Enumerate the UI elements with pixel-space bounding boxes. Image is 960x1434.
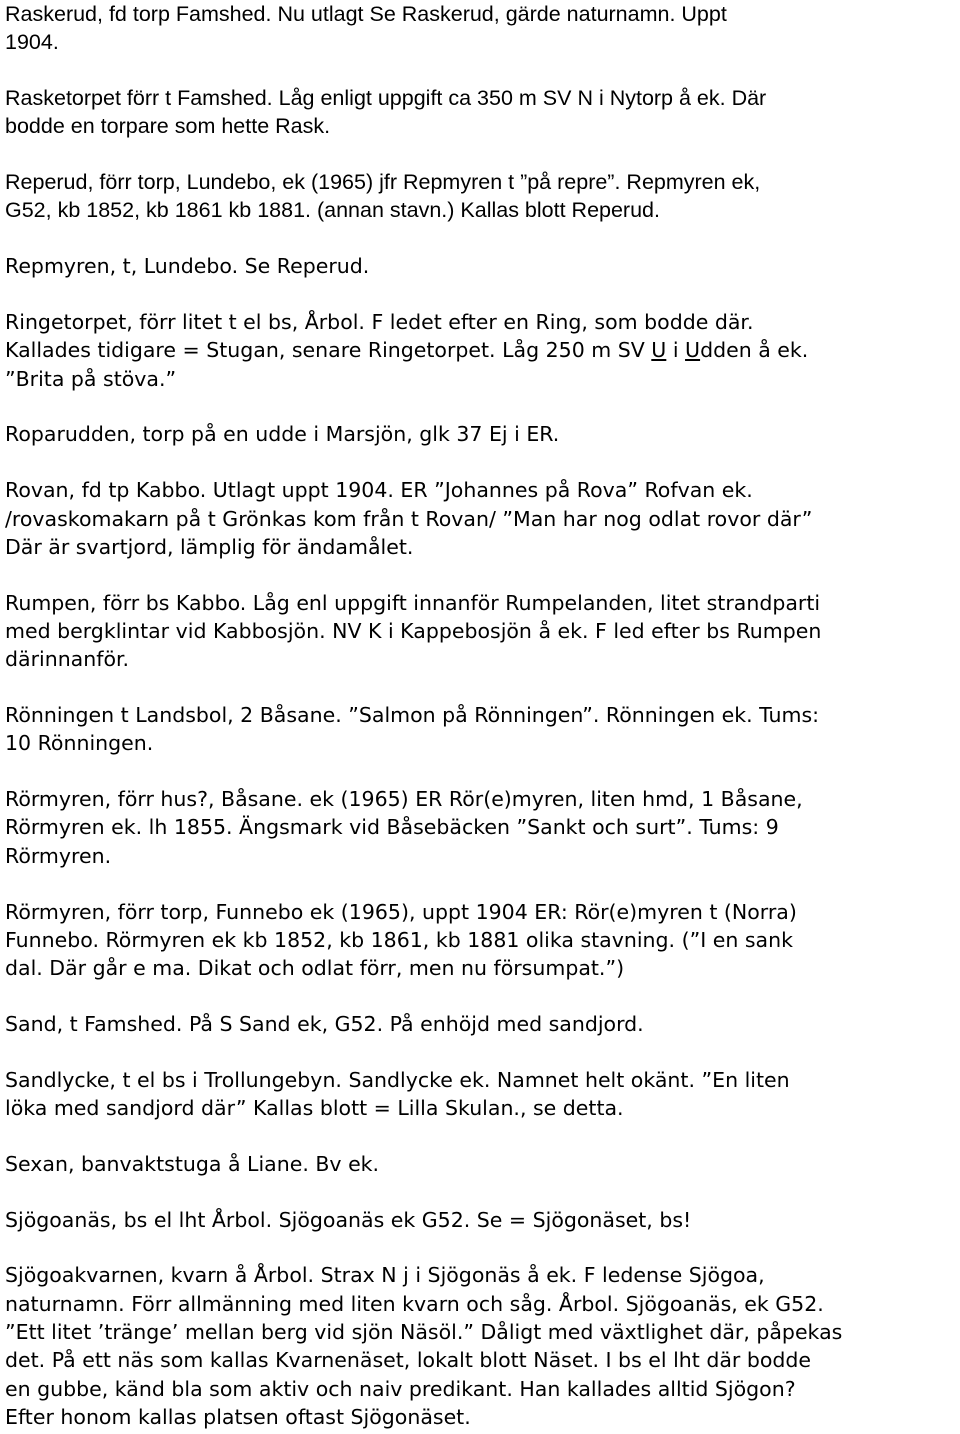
text-line: Sand, t Famshed. På S Sand ek, G52. På enhöjd med sandjord.: [5, 1011, 644, 1036]
entry-sand: [5, 1010, 955, 1038]
text-line: Rönningen t Landsbol, 2 Båsane. ”Salmon på Rönningen”. Rönningen ek. Tums:: [5, 703, 820, 728]
entry-ronningen: [5, 701, 955, 758]
text-line: det. På ett näs som kallas Kvarnenäset, lokalt blott Näset. I bs el lht där bodde: [5, 1348, 812, 1373]
text-segment: Kallades tidigare = Stugan, senare Ringetorpet. Låg 250 m SV: [5, 338, 652, 363]
entry-roparudden: [5, 420, 955, 448]
text-line: Funnebo. Rörmyren ek kb 1852, kb 1861, kb 1881 olika stavning. (”I en sank: [5, 927, 793, 952]
text-line: Rörmyren, förr hus?, Båsane. ek (1965) ER Rör(e)myren, liten hmd, 1 Båsane,: [5, 787, 803, 812]
text-line: Reperud, förr torp, Lundebo, ek (1965) jfr Repmyren t ”på repre”. Repmyren ek,: [5, 170, 761, 195]
text-line: därinnanför.: [5, 647, 130, 672]
text-line: Efter honom kallas platsen oftast Sjögonäset.: [5, 1404, 471, 1429]
text-line: ”Ett litet ’tränge’ mellan berg vid sjön Näsöl.” Dåligt med växtlighet där, påpekas: [5, 1320, 843, 1344]
text-line: Rovan, fd tp Kabbo. Utlagt uppt 1904. ER ”Johannes på Rova” Rofvan ek.: [5, 478, 753, 503]
text-line: Sjögoanäs, bs el lht Årbol. Sjögoanäs ek G52. Se = Sjögonäset, bs!: [5, 1207, 692, 1232]
text-segment: dden å ek.: [700, 338, 809, 363]
text-line: Ringetorpet, förr litet t el bs, Årbol. F ledet efter en Ring, som bodde där.: [5, 310, 754, 335]
underlined-letter: U: [651, 338, 667, 363]
text-line: en gubbe, känd bla som aktiv och naiv predikant. Han kallades alltid Sjögon?: [5, 1376, 796, 1401]
text-line: Roparudden, torp på en udde i Marsjön, glk 37 Ej i ER.: [5, 422, 560, 447]
entry-sjogoakvarnen: [5, 1261, 955, 1431]
text-line: Rörmyren, förr torp, Funnebo ek (1965), uppt 1904 ER: Rör(e)myren t (Norra): [5, 899, 797, 924]
text-line: bodde en torpare som hette Rask.: [5, 114, 331, 139]
underlined-letter: U: [685, 338, 701, 363]
text-line: Sjögoakvarnen, kvarn å Årbol. Strax N j i Sjögonäs å ek. F ledense Sjögoa,: [5, 1263, 765, 1288]
text-line: Rörmyren.: [5, 843, 112, 868]
entry-reperud: [5, 168, 955, 225]
document-page: [5, 0, 955, 1431]
entry-sjogoanas: [5, 1206, 955, 1234]
text-line: Raskerud, fd torp Famshed. Nu utlagt Se Raskerud, gärde naturnamn. Uppt: [5, 2, 727, 26]
text-line: G52, kb 1852, kb 1861 kb 1881. (annan stavn.) Kallas blott Reperud.: [5, 198, 660, 223]
entry-rormyren-funnebo: [5, 898, 955, 983]
text-line: Rumpen, förr bs Kabbo. Låg enl uppgift innanför Rumpelanden, litet strandparti: [5, 590, 821, 615]
text-line: Rasketorpet förr t Famshed. Låg enligt uppgift ca 350 m SV N i Nytorp å ek. Där: [5, 86, 767, 111]
text-segment: i: [666, 338, 686, 363]
text-line: Sexan, banvaktstuga å Liane. Bv ek.: [5, 1151, 380, 1176]
text-line: /rovaskomakarn på t Grönkas kom från t Rovan/ ”Man har nog odlat rovor där”: [5, 506, 813, 531]
text-line: Repmyren, t, Lundebo. Se Reperud.: [5, 254, 370, 279]
entry-repmyren: [5, 252, 955, 280]
text-line: Rörmyren ek. lh 1855. Ängsmark vid Båsebäcken ”Sankt och surt”. Tums: 9: [5, 815, 779, 840]
entry-raskerud: [5, 0, 955, 57]
text-line: 10 Rönningen.: [5, 731, 154, 756]
text-line: ”Brita på stöva.”: [5, 366, 177, 391]
text-line: [5, 336, 955, 364]
text-line: Där är svartjord, lämplig för ändamålet.: [5, 534, 414, 559]
text-line: dal. Där går e ma. Dikat och odlat förr, men nu försumpat.”): [5, 956, 625, 981]
entry-ringetorpet: [5, 308, 955, 393]
text-line: löka med sandjord där” Kallas blott = Lilla Skulan., se detta.: [5, 1096, 624, 1121]
entry-rumpen: [5, 589, 955, 674]
entry-sandlycke: [5, 1066, 955, 1123]
text-line: 1904.: [5, 30, 59, 55]
entry-rovan: [5, 476, 955, 561]
text-line: med bergklintar vid Kabbosjön. NV K i Kappebosjön å ek. F led efter bs Rumpen: [5, 618, 822, 643]
text-line: Sandlycke, t el bs i Trollungebyn. Sandlycke ek. Namnet helt okänt. ”En liten: [5, 1067, 790, 1092]
entry-sexan: [5, 1150, 955, 1178]
entry-rormyren-basane: [5, 785, 955, 870]
entry-rasketorpet: [5, 84, 955, 141]
text-line: naturnamn. Förr allmänning med liten kvarn och såg. Årbol. Sjögoanäs, ek G52.: [5, 1291, 824, 1316]
